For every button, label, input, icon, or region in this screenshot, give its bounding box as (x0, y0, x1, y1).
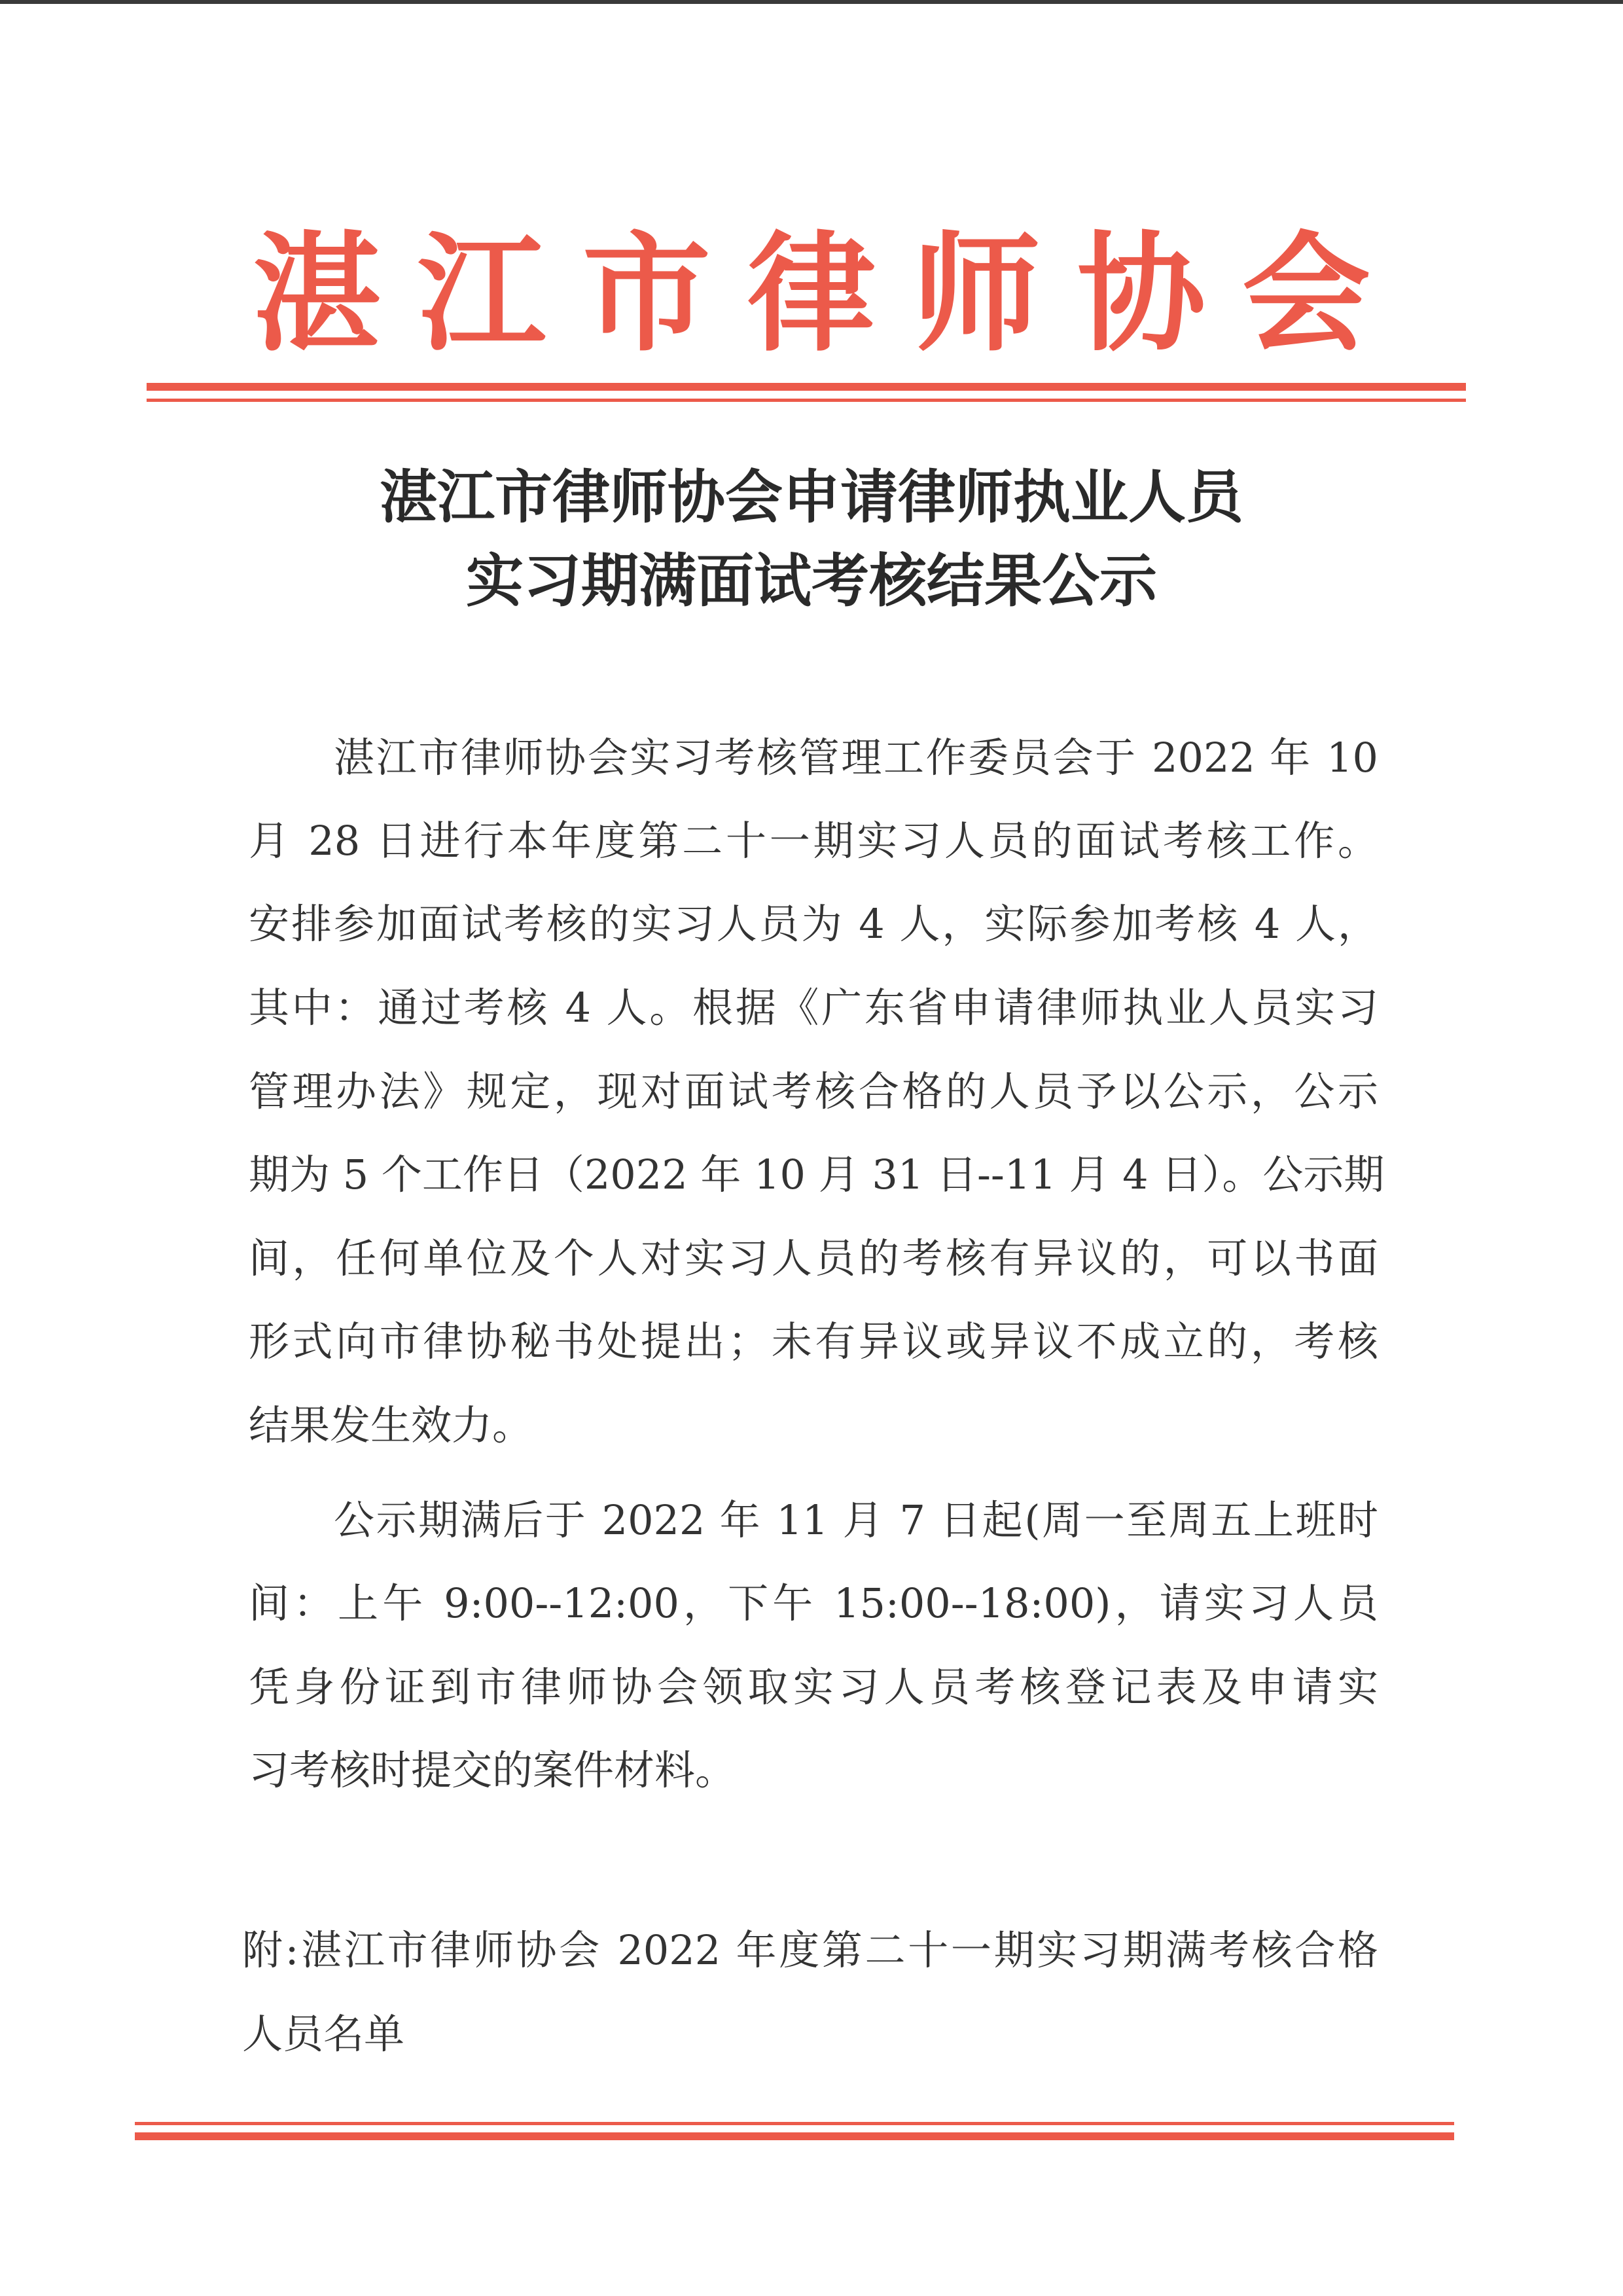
body-line: 月 28 日进行本年度第二十一期实习人员的面试考核工作。 (249, 817, 1378, 865)
body-line: 管理办法》规定，现对面试考核合格的人员予以公示，公示 (249, 1067, 1378, 1115)
document-title-line-2: 实习期满面试考核结果公示 (465, 547, 1157, 615)
letterhead-rule-thin (147, 399, 1466, 402)
body-line: 间：上午 9:00--12:00，下午 15:00--18:00)，请实习人员 (249, 1579, 1378, 1627)
scan-edge (0, 0, 1623, 4)
body-line: 期为 5 个工作日（2022 年 10 月 31 日--11 月 4 日）。公示期 (249, 1151, 1385, 1198)
letterhead-rule-thick (147, 383, 1466, 391)
letterhead-org-name: 湛江市律师协会 (252, 220, 1407, 369)
body-line: 安排参加面试考核的实习人员为 4 人，实际参加考核 4 人， (249, 900, 1378, 948)
attachment-line: 人员名单 (242, 2010, 405, 2058)
document-title-line-1: 湛江市律师协会申请律师执业人员 (379, 463, 1243, 531)
body-line: 凭身份证到市律师协会领取实习人员考核登记表及申请实 (249, 1663, 1378, 1711)
body-line: 其中：通过考核 4 人。根据《广东省申请律师执业人员实习 (249, 984, 1378, 1031)
body-line: 间，任何单位及个人对实习人员的考核有异议的，可以书面 (249, 1234, 1378, 1282)
body-line: 习考核时提交的案件材料。 (249, 1746, 736, 1794)
body-line: 形式向市律协秘书处提出；未有异议或异议不成立的，考核 (249, 1318, 1378, 1365)
footer-rule-thick (135, 2132, 1454, 2140)
body-line: 湛江市律师协会实习考核管理工作委员会于 2022 年 10 (334, 734, 1378, 781)
body-line: 公示期满后于 2022 年 11 月 7 日起(周一至周五上班时 (334, 1496, 1378, 1544)
attachment-line: 附:湛江市律师协会 2022 年度第二十一期实习期满考核合格 (242, 1926, 1378, 1974)
footer-rule-thin (135, 2122, 1454, 2125)
body-line: 结果发生效力。 (249, 1401, 533, 1449)
